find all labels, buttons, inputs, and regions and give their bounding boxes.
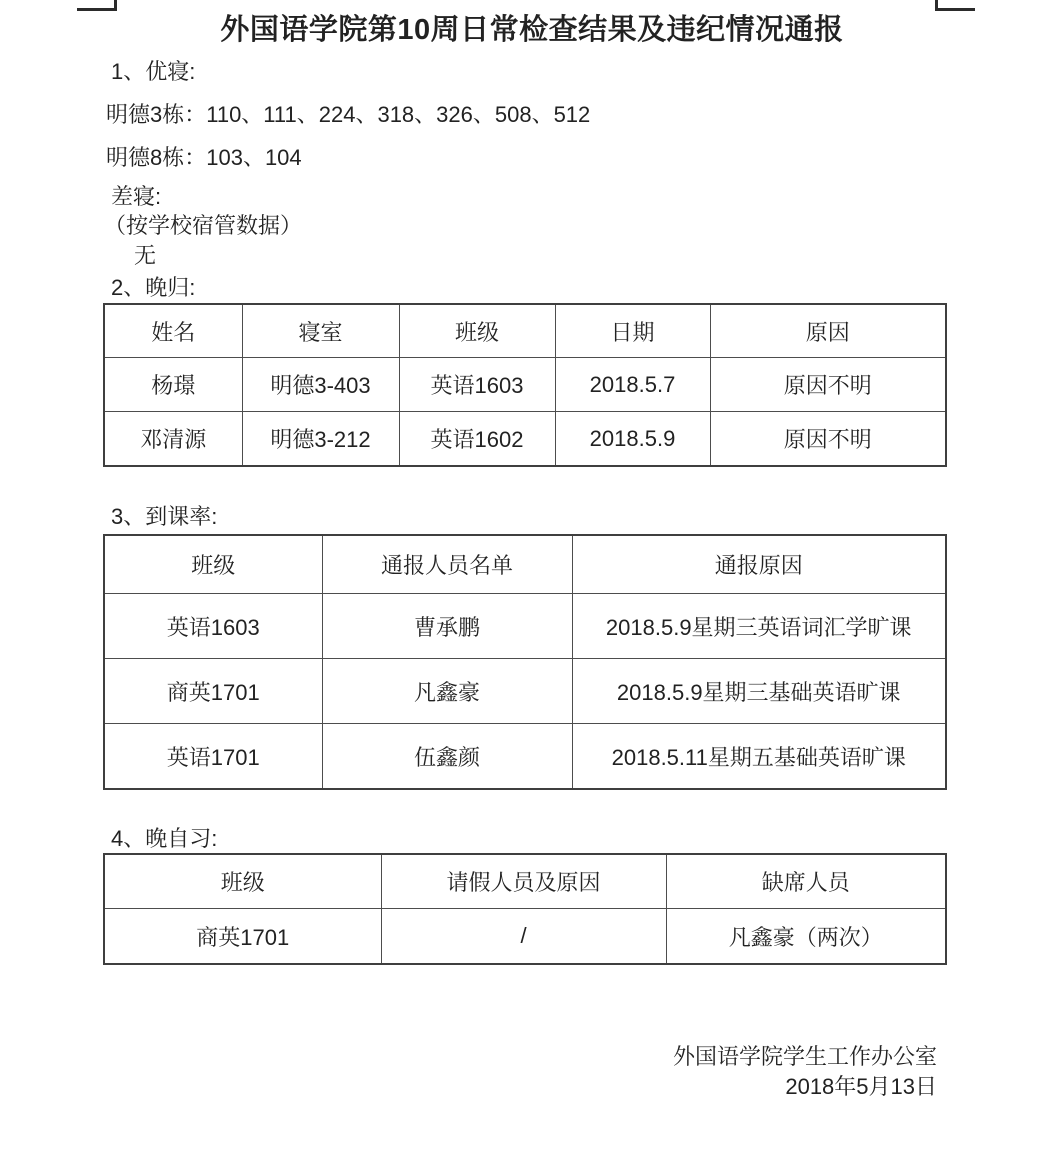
table-row	[104, 358, 946, 412]
column-header: 姓名	[104, 304, 242, 358]
table-cell: 原因不明	[710, 412, 946, 467]
column-header: 班级	[104, 535, 322, 594]
table-row	[104, 909, 946, 965]
chaqin-value: 无	[134, 243, 157, 268]
table-cell: 伍鑫颜	[322, 724, 572, 790]
table-row	[104, 594, 946, 659]
column-header: 请假人员及原因	[381, 854, 666, 909]
dorm-list-mingde3: 明德3栋：110、111、224、318、326、508、512	[106, 102, 591, 127]
table-cell: 2018.5.9	[555, 412, 710, 467]
signature-date: 2018年5月13日	[785, 1074, 937, 1099]
column-header: 班级	[104, 854, 381, 909]
late-return-table	[103, 303, 947, 467]
table-cell: 英语1603	[399, 358, 555, 412]
table-cell: 凡鑫豪	[322, 659, 572, 724]
table-cell: 明德3-403	[242, 358, 399, 412]
table-cell: 2018.5.9星期三英语词汇学旷课	[572, 594, 946, 659]
signature-block	[0, 1042, 937, 1102]
column-header: 通报人员名单	[322, 535, 572, 594]
section-heading-wanzixi: 4、晚自习:	[111, 826, 218, 851]
table-cell: 原因不明	[710, 358, 946, 412]
table-row	[104, 724, 946, 790]
table-row	[104, 412, 946, 467]
table-cell: 英语1603	[104, 594, 322, 659]
table-cell: /	[381, 909, 666, 965]
table-header-row	[104, 304, 946, 358]
table-cell: 曹承鹏	[322, 594, 572, 659]
chaqin-note: （按学校宿管数据）	[104, 213, 303, 238]
table-header-row	[104, 535, 946, 594]
dorm-list-mingde8: 明德8栋：103、104	[106, 145, 302, 170]
table-cell: 2018.5.11星期五基础英语旷课	[572, 724, 946, 790]
table-cell: 英语1602	[399, 412, 555, 467]
table-row	[104, 659, 946, 724]
column-header: 寝室	[242, 304, 399, 358]
evening-study-table	[103, 853, 947, 965]
section-heading-youqin: 1、优寝:	[111, 59, 196, 84]
page-title: 外国语学院第10周日常检查结果及违纪情况通报	[220, 14, 844, 46]
table-header-row	[104, 854, 946, 909]
attendance-table	[103, 534, 947, 790]
table-cell: 明德3-212	[242, 412, 399, 467]
table-cell: 英语1701	[104, 724, 322, 790]
column-header: 日期	[555, 304, 710, 358]
section-heading-daokelv: 3、到课率:	[111, 504, 218, 529]
table-cell: 杨璟	[104, 358, 242, 412]
table-cell: 邓清源	[104, 412, 242, 467]
table-cell: 商英1701	[104, 909, 381, 965]
crop-corner-left-icon	[77, 0, 117, 11]
table-cell: 2018.5.7	[555, 358, 710, 412]
column-header: 班级	[399, 304, 555, 358]
table-cell: 商英1701	[104, 659, 322, 724]
column-header: 通报原因	[572, 535, 946, 594]
crop-corner-right-icon	[935, 0, 975, 11]
section-heading-wangui: 2、晚归:	[111, 275, 196, 300]
table-cell: 凡鑫豪（两次）	[666, 909, 946, 965]
chaqin-heading: 差寝:	[111, 184, 162, 209]
column-header: 原因	[710, 304, 946, 358]
signature-office: 外国语学院学生工作办公室	[672, 1044, 937, 1069]
table-cell: 2018.5.9星期三基础英语旷课	[572, 659, 946, 724]
column-header: 缺席人员	[666, 854, 946, 909]
